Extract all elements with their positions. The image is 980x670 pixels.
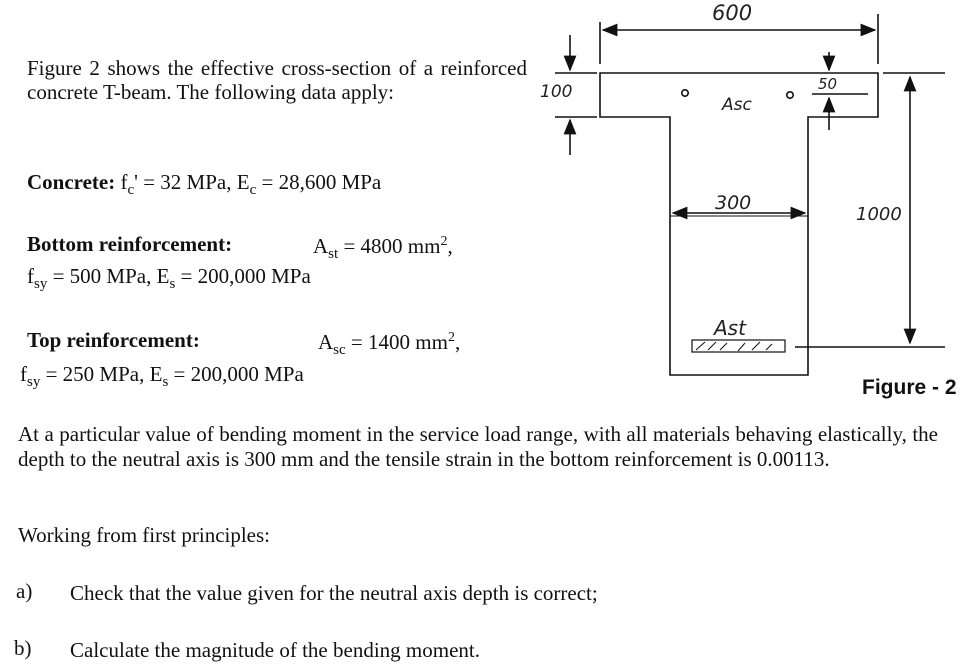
dim-1000-label: 1000 [856,204,902,225]
problem-paragraph: At a particular value of bending moment in the service load range, with all materials behaving elastically, the depth to the neutral axis is 300 mm and the tensile strain in the bottom reinforcement is 0.00113. [18,422,938,471]
ast-label: Ast [714,316,746,340]
dim-600-label: 600 [712,1,753,25]
question-a-text: Check that the value given for the neutral axis depth is correct; [70,581,598,605]
dim-300-label: 300 [715,192,752,214]
fc-symbol: f [120,170,128,194]
bottom-reinforcement-label: Bottom reinforcement: [27,232,233,256]
working-line: Working from first principles: [18,523,271,547]
bottom-fsy-line: $f_{sy} = 500$ MPa, $E_s = 200,000$ MPa [27,264,311,292]
top-fsy-line: $f_{sy} = 250$ MPa, $E_s = 200,000$ MPa [20,362,304,390]
bottom-ast-value: $A_{st} = 4800$ $mm^2$, [313,234,453,262]
asc-label: Asc [722,95,752,115]
intro-text: Figure 2 shows the effective cross-section of a reinforced concrete T-beam. The following data apply: [27,56,527,104]
figure-caption: Figure - 2 [862,376,957,399]
concrete-label: Concrete: [27,170,116,194]
concrete-line: Concrete: $f_c' = 32$ MPa, $E_c = 28,600$ MPa [27,170,382,198]
dim-100-label: 100 [540,82,573,102]
top-reinforcement-label: Top reinforcement: [27,328,200,352]
compression-bar-left [682,90,688,96]
top-asc-value: $A_{sc} = 1400$ $mm^2$, [318,330,461,358]
compression-bar-right [787,92,793,98]
dim-50-label: 50 [818,75,838,93]
question-b-letter: b) [14,636,32,660]
question-b-text: Calculate the magnitude of the bending moment. [70,638,480,662]
question-a-letter: a) [16,579,33,603]
